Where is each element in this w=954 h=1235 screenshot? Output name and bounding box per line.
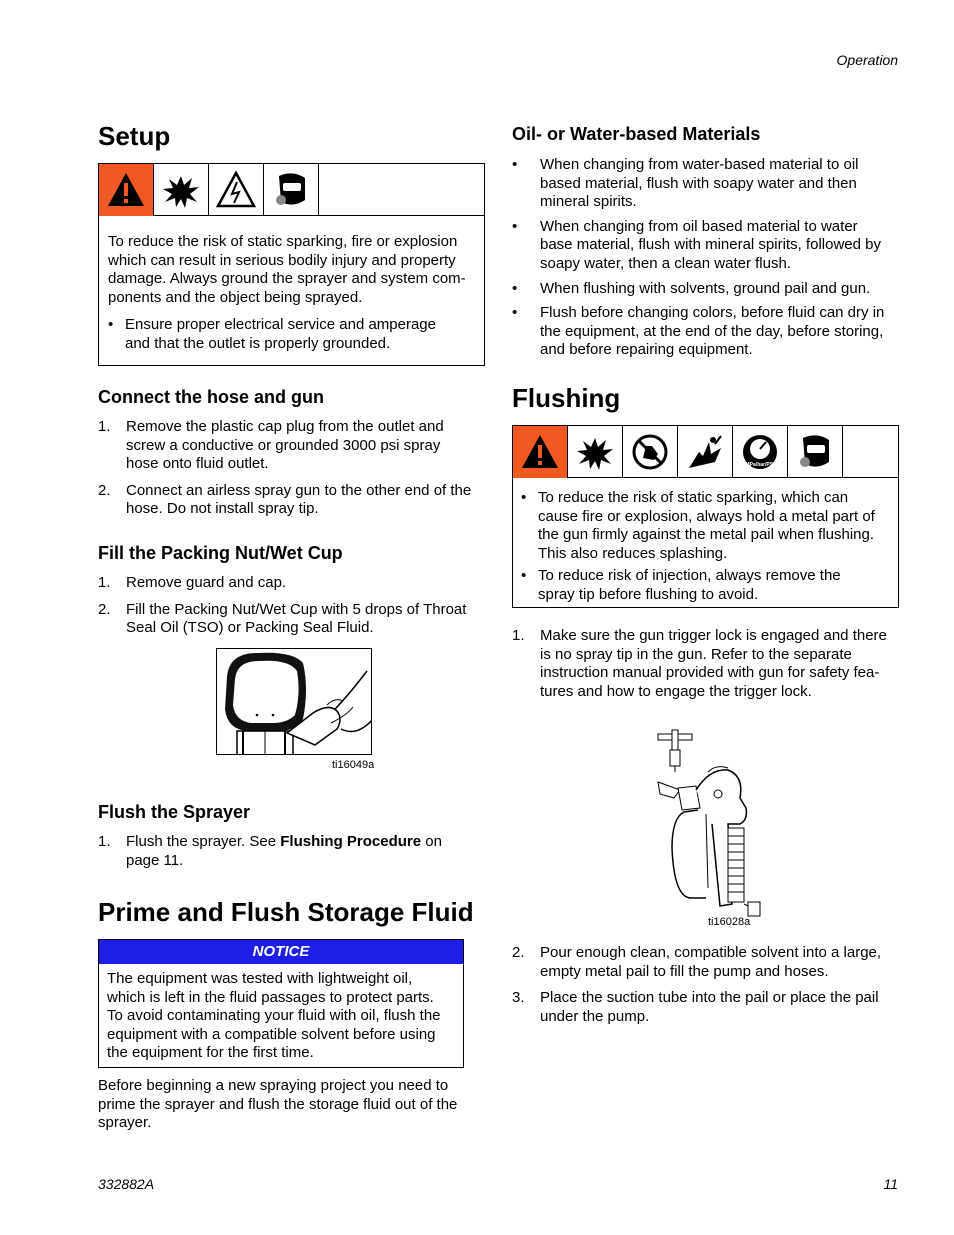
warning-triangle-icon [513, 426, 568, 478]
setup-warning-bullet: • Ensure proper electrical service and amperage and that the outlet is properly grounded. [108, 316, 436, 352]
setup-warning-line: ponents and the object being sprayed. [108, 288, 363, 306]
list-item: 3. Place the suction tube into the pail or place the pail under the pump. [512, 989, 879, 1025]
flushing-steps-a [512, 627, 902, 709]
flushing-warning-bullet: • To reduce the risk of static sparking, which can cause fire or explosion, always hold a metal part of the gun firmly against the metal pail when flushing. This also reduces splashing. [521, 489, 875, 562]
setup-title: Setup [98, 121, 171, 151]
figure-caption: ti16049a [332, 759, 375, 771]
connect-title: Connect the hose and gun [98, 387, 325, 407]
packing-figure [216, 648, 372, 755]
notice-label: NOTICE [99, 940, 463, 964]
warning-triangle-icon [99, 164, 154, 216]
notice-line: equipment with a compatible solvent before using [107, 1025, 436, 1043]
list-item: 2. Connect an airless spray gun to the other end of the hose. Do not install spray tip. [98, 481, 472, 518]
list-item: 1. Remove guard and cap. [98, 574, 287, 591]
flushing-warning-icons [513, 426, 898, 478]
flushing-title: Flushing [512, 383, 621, 413]
notice-box [98, 939, 464, 1068]
list-item: 1. Flush the sprayer. See Flushing Procedure on page 11. [98, 833, 442, 869]
list-item: • When changing from water-based material to oil based material, flush with soapy water and then mineral spirits. [512, 156, 859, 211]
prime-title: Prime and Flush Storage Fluid [98, 897, 474, 927]
spray-gun-figure [650, 728, 765, 918]
doc-number: 332882A [98, 1176, 155, 1192]
list-item: • When changing from oil based material to water base material, flush with mineral spirits, followed by soapy water, then a clean water flush. [512, 217, 881, 272]
setup-warning-icons [99, 164, 484, 216]
flushing-procedure-link[interactable]: Flushing Procedure [280, 833, 422, 850]
notice-line: which is left in the fluid passages to protect parts. [107, 988, 434, 1006]
figure-caption: ti16028a [708, 916, 751, 928]
flush-sprayer-title: Flush the Sprayer [98, 802, 251, 822]
oil-water-bullets [512, 156, 902, 366]
list-item: 2. Pour enough clean, compatible solvent into a large, empty metal pail to fill the pump and hoses. [512, 944, 882, 980]
flushing-warning-box [512, 425, 899, 608]
gauge-label: MPa/bar/PSI [745, 462, 775, 468]
prime-paragraph: Before beginning a new spraying project you need to prime the sprayer and flush the storage fluid out of the sprayer. [98, 1077, 458, 1132]
setup-warning-line: which can result in serious bodily injury and property [108, 251, 456, 269]
setup-warning-line: damage. Always ground the sprayer and system com- [108, 270, 466, 288]
packing-steps [98, 574, 488, 646]
setup-warning-box [98, 163, 485, 366]
setup-warning-line: To reduce the risk of static sparking, fire or explosion [108, 233, 458, 250]
pressure-gauge-icon [733, 426, 788, 478]
no-hand-icon [623, 426, 678, 478]
packing-title: Fill the Packing Nut/Wet Cup [98, 543, 343, 563]
list-item: • When flushing with solvents, ground pail and gun. [512, 279, 871, 297]
list-item: 1. Remove the plastic cap plug from the outlet and screw a conductive or grounded 3000 psi spray hose onto fluid outlet. [98, 418, 444, 473]
flushing-steps-b [512, 944, 902, 1034]
electric-shock-icon [209, 164, 264, 216]
explosion-icon [154, 164, 209, 216]
pump-wetcup-illustration [217, 649, 372, 755]
notice-line: the equipment for the first time. [107, 1044, 314, 1062]
list-item: 2. Fill the Packing Nut/Wet Cup with 5 drops of Throat Seal Oil (TSO) or Packing Seal Fluid. [98, 600, 467, 637]
flush-sprayer-steps [98, 833, 488, 878]
flushing-warning-bullet: • To reduce risk of injection, always remove the spray tip before flushing to avoid. [521, 567, 841, 603]
injection-spray-icon [678, 426, 733, 478]
notice-line: The equipment was tested with lightweight oil, [107, 970, 413, 987]
running-header: Operation [836, 52, 898, 68]
notice-line: To avoid contaminating your fluid with oil, flush the [107, 1007, 441, 1025]
face-protection-icon [788, 426, 843, 478]
connect-steps [98, 418, 488, 527]
page-number: 11 [883, 1176, 898, 1192]
spray-gun-illustration [650, 728, 765, 918]
list-item: 1. Make sure the gun trigger lock is engaged and there is no spray tip in the gun. Refer to the separate instruction manual provided with gun for safety fea- tures and how to engage the trigger lock. [512, 627, 887, 700]
face-protection-icon [264, 164, 319, 216]
list-item: • Flush before changing colors, before fluid can dry in the equipment, at the end of the day, before storing, and before repairing equipment. [512, 304, 885, 359]
oil-water-title: Oil- or Water-based Materials [512, 124, 761, 144]
explosion-icon [568, 426, 623, 478]
